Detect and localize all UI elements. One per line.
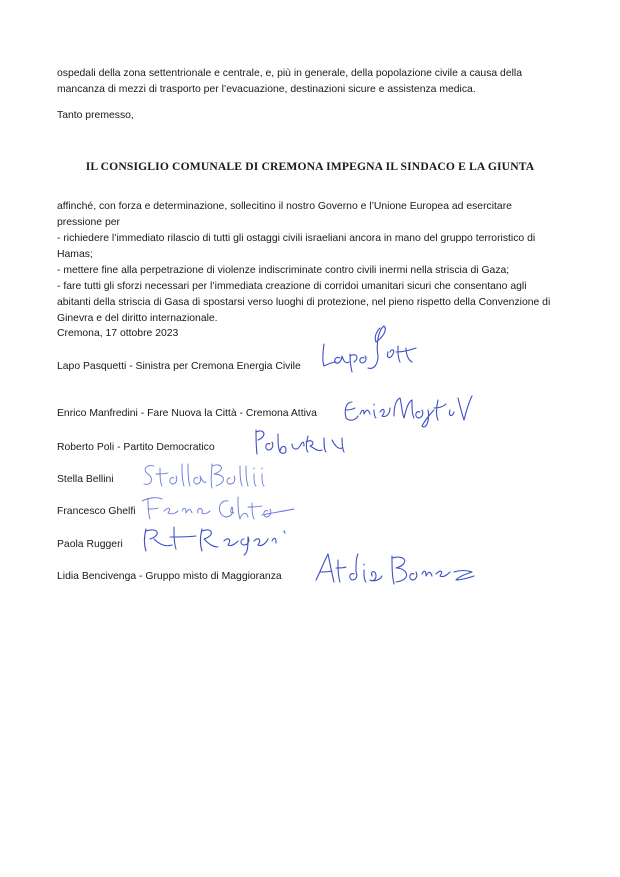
body-line-7: abitanti della striscia di Gasa di spostarsi verso luoghi di protezione, nel pieno rispetto della Convenzione di — [57, 297, 551, 308]
signatory-name: Stella Bellini — [57, 474, 114, 485]
premise-text: Tanto premesso, — [57, 110, 134, 121]
handwritten-signature — [310, 550, 480, 590]
signatory-name: Lidia Bencivenga - Gruppo misto di Maggioranza — [57, 571, 282, 582]
body-line-5: - mettere fine alla perpetrazione di violenze indiscriminate contro civili inermi nella striscia di Gaza; — [57, 265, 510, 276]
handwritten-signature — [138, 460, 274, 494]
intro-paragraph — [57, 66, 522, 98]
body-line-6: - fare tutti gli sforzi necessari per l’immediata creazione di corridoi umanitari sicuri che consentano agli — [57, 281, 527, 292]
resolution-heading: IL CONSIGLIO COMUNALE DI CREMONA IMPEGNA IL SINDACO E LA GIUNTA — [85, 160, 535, 173]
body-line-8: Ginevra e del diritto internazionale. — [57, 313, 218, 324]
handwritten-signature — [138, 493, 298, 523]
body-line-3: - richiedere l’immediato rilascio di tutti gli ostaggi civili israeliani ancora in mano del gruppo terroristico di — [57, 233, 536, 244]
signatory-name: Francesco Ghelfi — [57, 506, 136, 517]
signatory-name: Lapo Pasquetti - Sinistra per Cremona Energia Civile — [57, 361, 301, 372]
signatory-name: Roberto Poli - Partito Democratico — [57, 442, 215, 453]
body-line-4: Hamas; — [57, 249, 93, 260]
body-line-1: affinché, con forza e determinazione, sollecitino il nostro Governo e l’Unione Europea ad esercitare — [57, 201, 512, 212]
handwritten-signature — [250, 426, 350, 458]
resolution-body — [57, 199, 550, 327]
handwritten-signature — [318, 322, 428, 374]
handwritten-signature — [338, 392, 478, 432]
intro-line-1: ospedali della zona settentrionale e centrale, e, più in generale, della popolazione civile a causa della — [57, 68, 523, 79]
date-line: Cremona, 17 ottobre 2023 — [57, 328, 179, 339]
intro-line-2: mancanza di mezzi di trasporto per l’evacuazione, destinazioni sicure e assistenza medica. — [57, 84, 476, 95]
signatory-name: Paola Ruggeri — [57, 539, 123, 550]
body-line-2: pressione per — [57, 217, 120, 228]
signatory-name: Enrico Manfredini - Fare Nuova la Città - Cremona Attiva — [57, 408, 317, 419]
handwritten-signature — [140, 523, 320, 557]
